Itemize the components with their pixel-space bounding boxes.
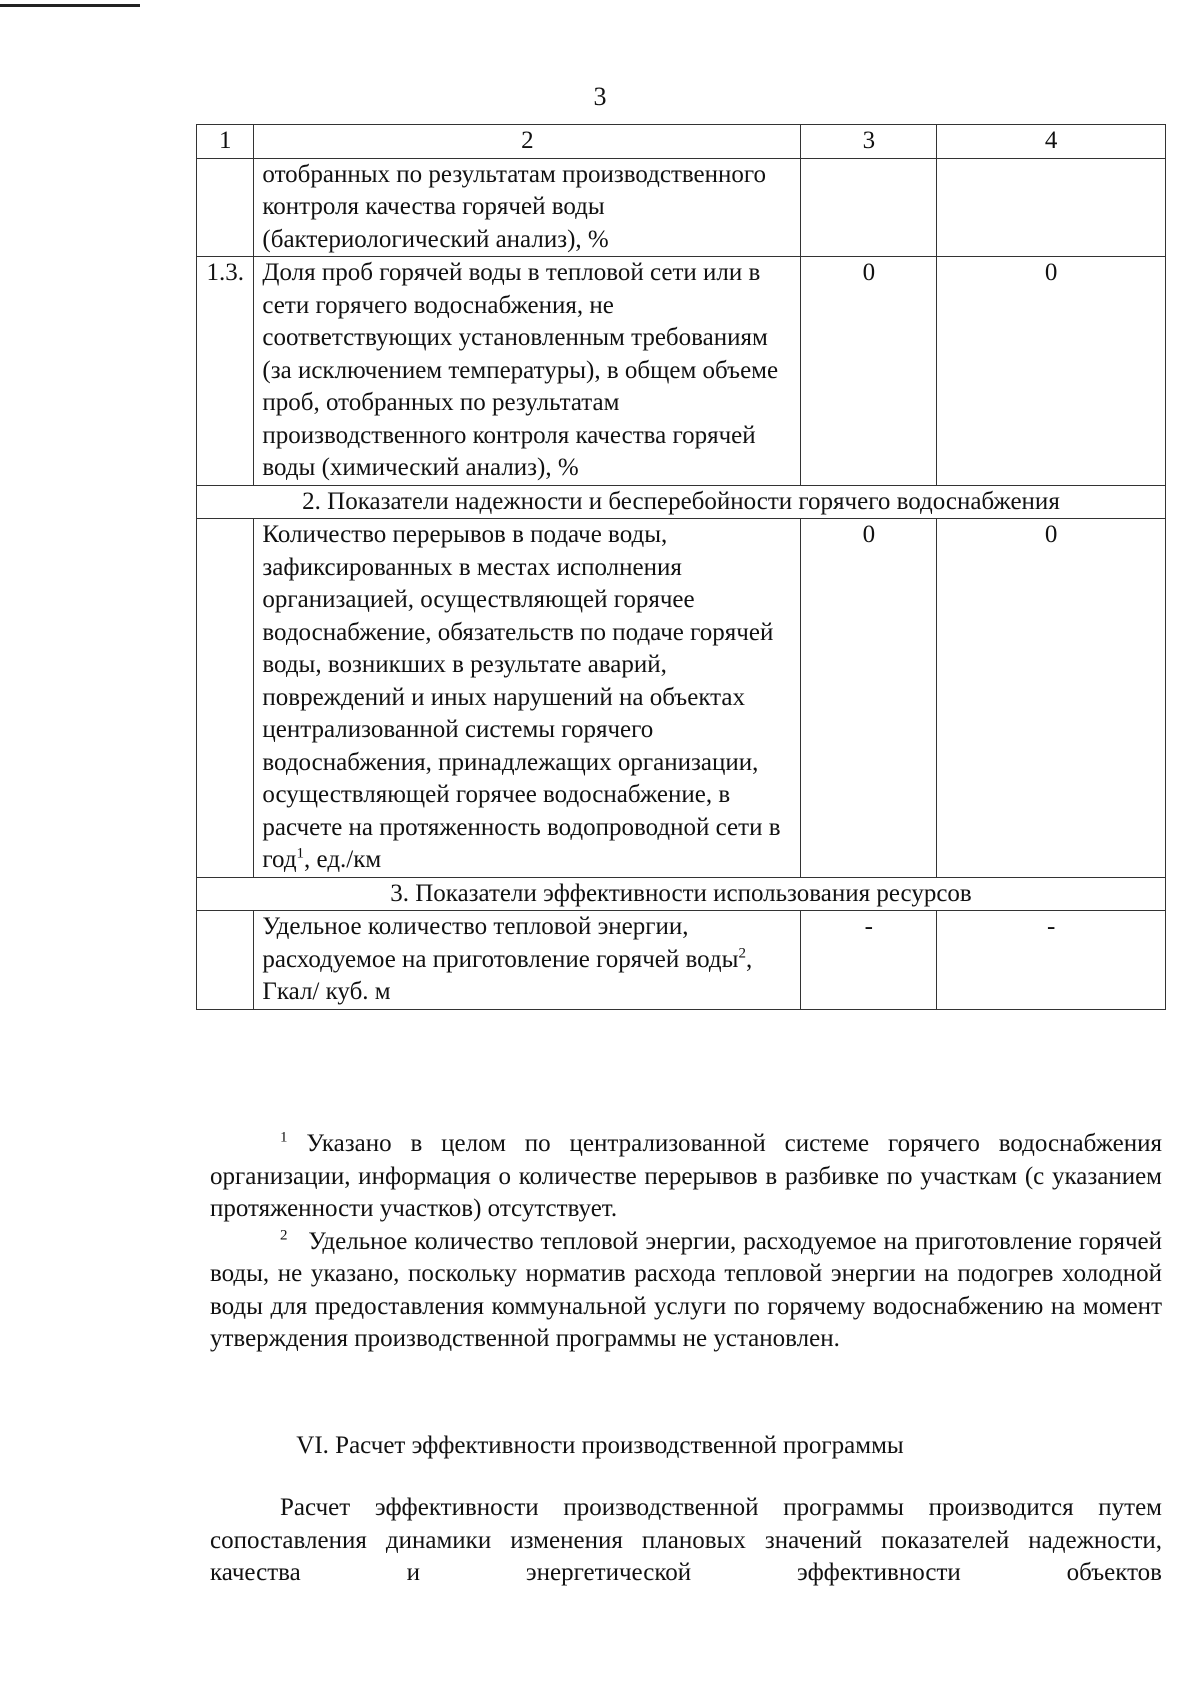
section-2-title: 2. Показатели надежности и бесперебойности горячего водоснабжения	[197, 485, 1166, 519]
page-number: 3	[593, 82, 607, 111]
scan-artifact-line	[0, 4, 140, 7]
table-row	[197, 257, 1166, 486]
row-description-text: Количество перерывов в подаче воды, зафиксированных в местах исполнения организацией, осуществляющей горячее водоснабжение, обязательств по подаче горячей воды, возникших в результате аварий, повреждений и иных нарушений на объектах централизованной системы горячего водоснабжения, принадлежащих организации, осуществляющей горячее водоснабжение, в расчете на протяженность водопроводной сети в год	[262, 521, 781, 873]
row-value-4: 0	[937, 257, 1166, 486]
table-header-row	[197, 125, 1166, 159]
row-description	[254, 911, 801, 1010]
row-number: 1.3.	[197, 257, 254, 486]
footnote-text: Указано в целом по централизованной системе горячего водоснабжения организации, информация о количестве перерывов в разбивке по участкам (с указанием протяженности участков) отсутствует.	[210, 1130, 1162, 1222]
section-header-row	[197, 877, 1166, 911]
row-number	[197, 158, 254, 257]
section-header-row	[197, 485, 1166, 519]
footnote-mark: 2	[280, 1227, 288, 1244]
table-row	[197, 158, 1166, 257]
row-description	[254, 519, 801, 878]
footnote-mark: 1	[280, 1129, 288, 1146]
table-row	[197, 911, 1166, 1010]
body-paragraph: Расчет эффективности производственной программы производится путем сопоставления динамики изменения плановых значений показателей надежности, качества и энергетической эффективности объектов	[210, 1494, 1162, 1586]
header-col-1: 1	[197, 125, 254, 159]
row-description-text: Удельное количество тепловой энергии, расходуемое на приготовление горячей воды	[262, 913, 739, 973]
table-row	[197, 519, 1166, 878]
row-value-3: 0	[801, 257, 937, 486]
footnote-ref-2: 2	[738, 945, 746, 962]
row-description-unit: , Гкал/ куб. м	[262, 945, 753, 1005]
footnote-ref-1: 1	[296, 845, 305, 862]
row-number	[197, 519, 254, 878]
row-value-4	[937, 158, 1166, 257]
row-value-4: 0	[937, 519, 1166, 878]
footnotes	[210, 1128, 1162, 1356]
row-number	[197, 911, 254, 1010]
footnote-text: Удельное количество тепловой энергии, расходуемое на приготовление горячей воды, не указано, поскольку норматив расхода тепловой энергии на подогрев холодной воды для предоставления коммунальной услуги по горячему водоснабжению на момент утверждения производственной программы не установлен.	[210, 1227, 1163, 1352]
row-description-unit: , ед./км	[304, 846, 382, 873]
row-value-3: -	[801, 911, 937, 1010]
row-value-3: 0	[801, 519, 937, 878]
row-description: Доля проб горячей воды в тепловой сети или в сети горячего водоснабжения, не соответствующих установленным требованиям (за исключением температуры), в общем объеме проб, отобранных по результатам производственного контроля качества горячей воды (химический анализ), %	[254, 257, 801, 486]
header-col-3: 3	[801, 125, 937, 159]
row-value-4: -	[937, 911, 1166, 1010]
header-col-2: 2	[254, 125, 801, 159]
footnote-2	[210, 1226, 1162, 1356]
section-title: VI. Расчет эффективности производственной программы	[296, 1432, 904, 1459]
footnote-1	[210, 1128, 1162, 1226]
section-3-title: 3. Показатели эффективности использования ресурсов	[197, 877, 1166, 911]
row-value-3	[801, 158, 937, 257]
row-description: отобранных по результатам производственного контроля качества горячей воды (бактериологический анализ), %	[254, 158, 801, 257]
header-col-4: 4	[937, 125, 1166, 159]
indicators-table	[196, 124, 1166, 1010]
